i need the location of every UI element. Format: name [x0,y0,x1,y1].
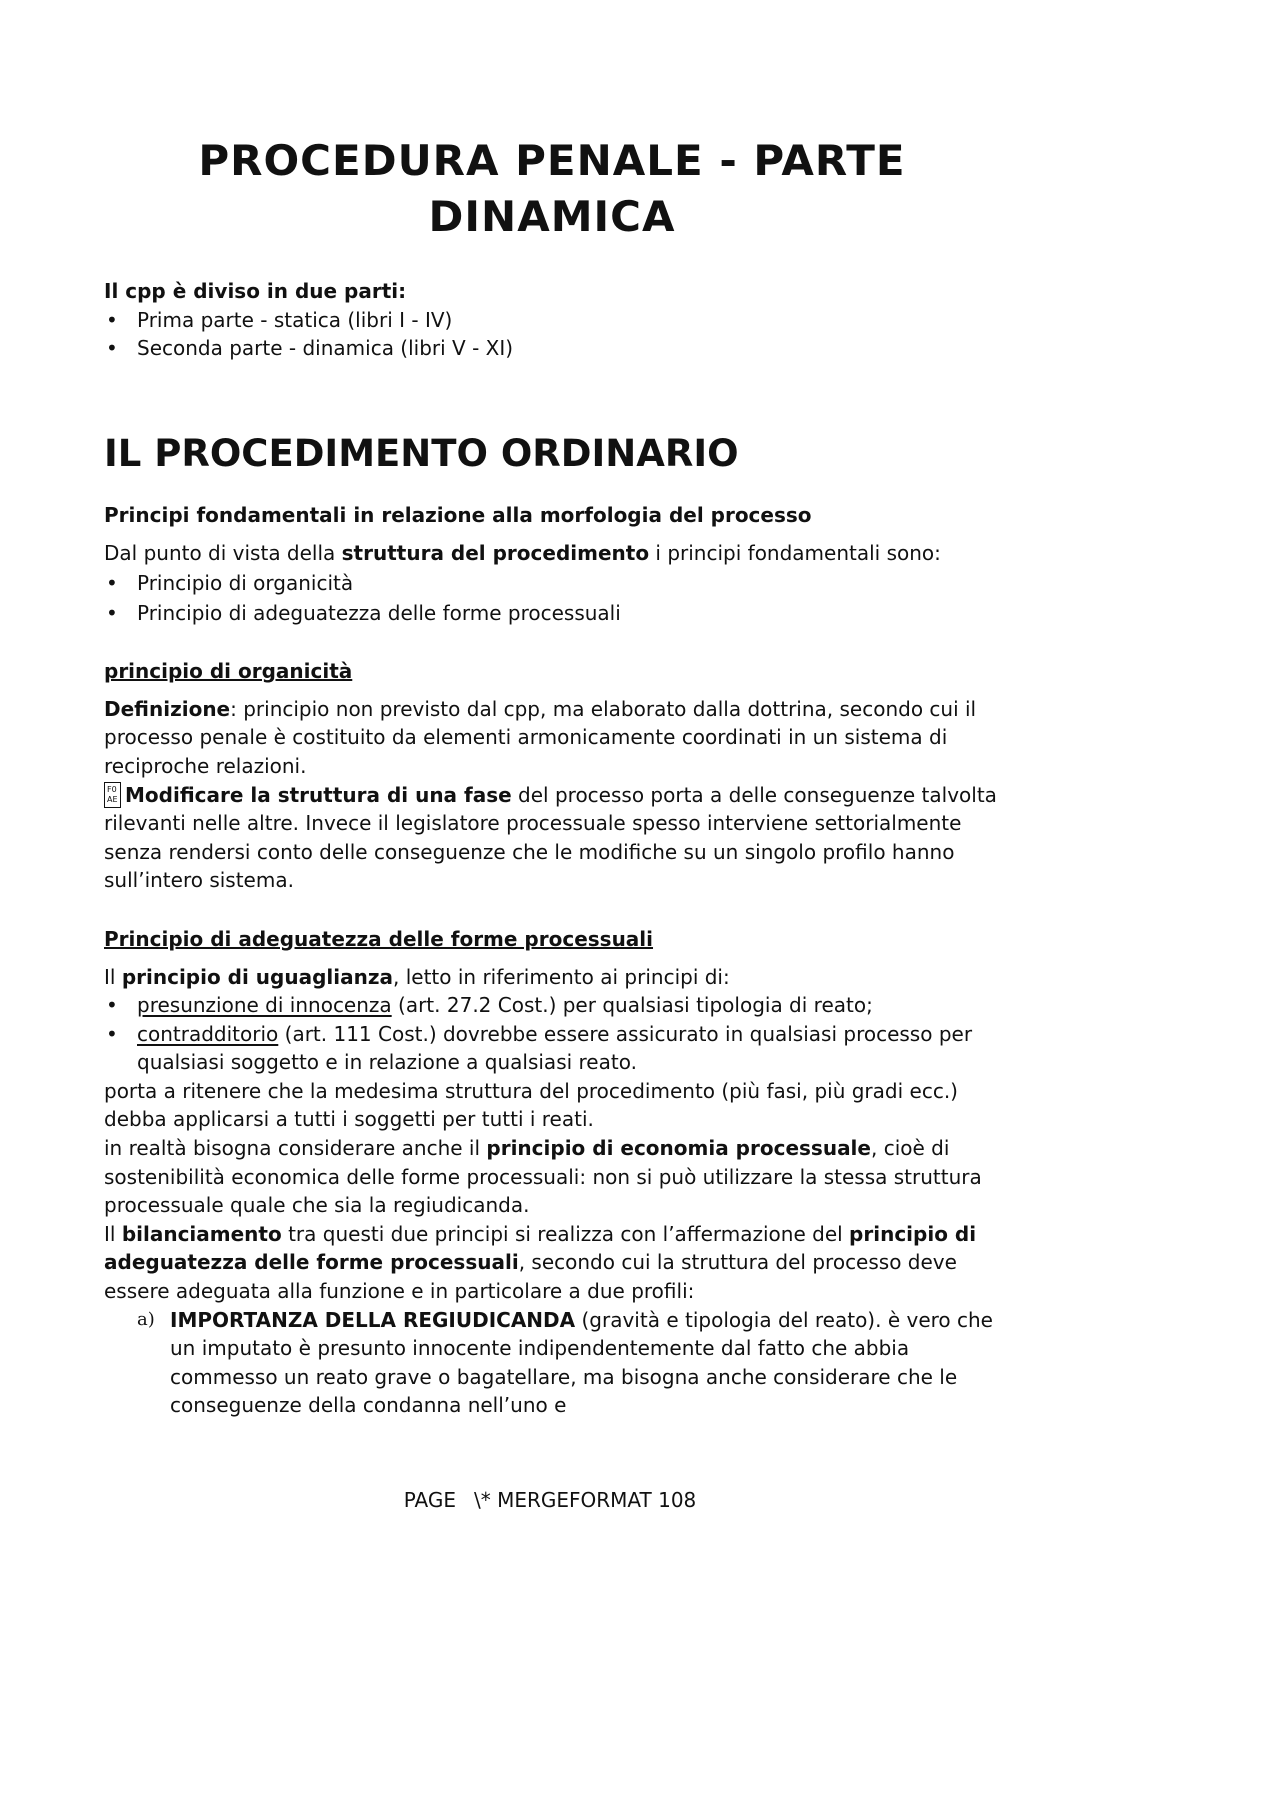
list-marker: a) [137,1308,155,1330]
missing-glyph-icon: F0 AE [104,782,121,808]
organicita-heading: principio di organicità [104,659,353,684]
list-item: • Principio di adeguatezza delle forme processuali [104,599,1000,628]
paragraph: Dal punto di vista della struttura del procedimento i principi fondamentali sono: [104,541,941,566]
page-footer [0,1486,1100,1514]
bullet-icon: • [106,336,118,361]
bullet-icon: • [106,600,118,625]
list-item: • Prima parte - statica (libri I - IV) [104,306,1000,335]
bullet-icon: • [106,570,118,595]
subheading: Principi fondamentali in relazione alla morfologia del processo [104,502,812,527]
list-item: • Seconda parte - dinamica (libri V - XI) [104,334,1000,363]
paragraph: in realtà bisogna considerare anche il principio di economia processuale, cioè di sostenibilità economica delle forme processuali: non si può utilizzare la stessa struttura processuale quale che sia la regiudicanda. [104,1136,982,1218]
bullet-icon: • [106,1021,118,1046]
adeguatezza-heading: Principio di adeguatezza delle forme processuali [104,926,654,951]
bullet-icon: • [106,307,118,332]
principles-ref-list [104,991,1000,1077]
principles-list [104,569,1000,627]
section-heading: IL PROCEDIMENTO ORDINARIO [104,431,739,475]
definition-paragraph: Definizione: principio non previsto dal cpp, ma elaborato dalla dottrina, secondo cui il processo penale è costituito da elementi armonicamente coordinati in un sistema di reciproche relazioni. F0 AE Modificare la struttura di una fase del processo porta a delle conseguenze talvolta rilevanti nelle altre. Invece il legislatore processuale spesso interviene settorialmente senza rendersi conto delle conseguenze che le modifiche su un singolo profilo hanno sull’intero sistema. [104,696,997,893]
list-item: • Principio di organicità [104,569,1000,598]
field-code: \* MERGEFORMAT 108 [473,1488,697,1512]
profiles-list [104,1306,1000,1420]
document-title: PROCEDURA PENALE - PARTE DINAMICA [198,136,906,241]
page-label: PAGE [403,1488,456,1512]
paragraph: Il bilanciamento tra questi due principi si realizza con l’affermazione del principio di adeguatezza delle forme processuali, secondo cui la struttura del processo deve essere adeguata alla funzione e in particolare a due profili: [104,1221,977,1304]
list-item: • presunzione di innocenza (art. 27.2 Cost.) per qualsiasi tipologia di reato; [104,991,1000,1020]
intro-heading: Il cpp è diviso in due parti: [104,279,407,303]
paragraph: Il principio di uguaglianza, letto in riferimento ai principi di: [104,964,730,989]
list-item: a) IMPORTANZA DELLA REGIUDICANDA (gravità e tipologia del reato). è vero che un imputato è presunto innocente indipendentemente dal fatto che abbia commesso un reato grave o bagatellare, ma bisogna anche considerare che le conseguenze della condanna nell’uno e [137,1307,993,1418]
bullet-icon: • [106,993,118,1018]
list-item: • contradditorio (art. 111 Cost.) dovrebbe essere assicurato in qualsiasi processo per qualsiasi soggetto e in relazione a qualsiasi reato. [106,1021,973,1075]
paragraph: porta a ritenere che la medesima struttura del procedimento (più fasi, più gradi ecc.) debba applicarsi a tutti i soggetti per tutti i reati. [104,1078,958,1132]
intro-list [104,306,1000,363]
